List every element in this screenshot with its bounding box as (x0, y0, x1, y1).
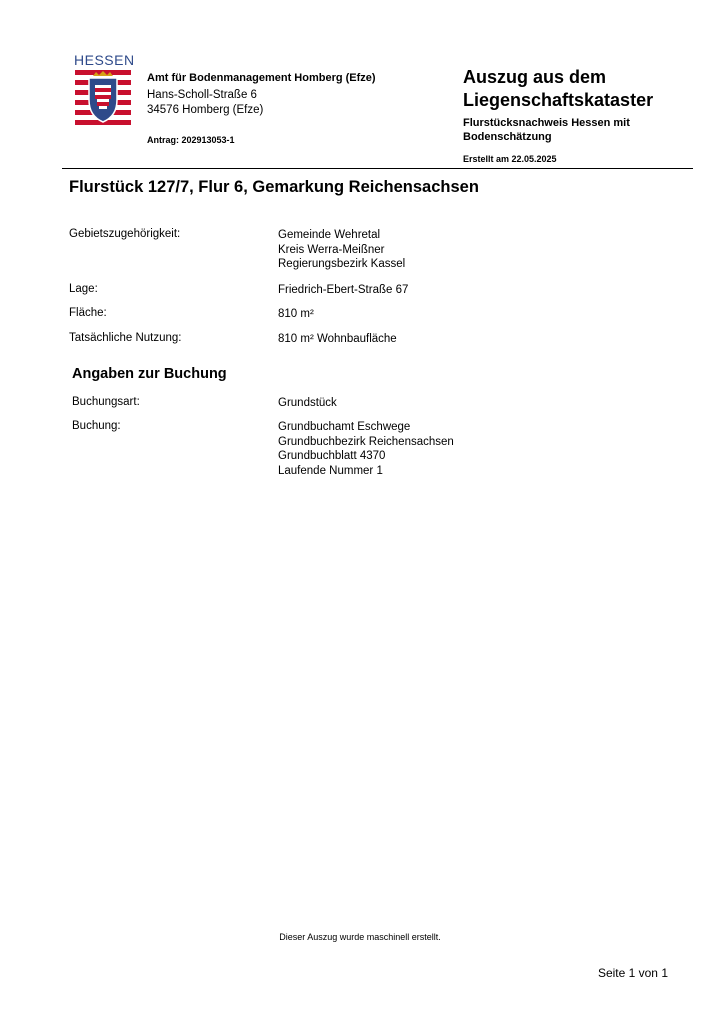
antrag-number: Antrag: 202913053-1 (147, 135, 235, 145)
document-subtitle-line1: Flurstücksnachweis Hessen mit (463, 117, 630, 129)
parcel-heading: Flurstück 127/7, Flur 6, Gemarkung Reichensachsen (69, 178, 479, 196)
territory-value: Gemeinde Wehretal (278, 229, 381, 241)
territory-label: Gebietszugehörigkeit: (69, 228, 181, 240)
office-name: Amt für Bodenmanagement Homberg (Efze) (147, 72, 376, 84)
area-label: Fläche: (69, 307, 107, 319)
booking-value: Grundbuchblatt 4370 (278, 450, 386, 462)
location-label: Lage: (69, 283, 98, 295)
logo-text: HESSEN (74, 52, 135, 68)
office-street: Hans-Scholl-Straße 6 (147, 89, 257, 101)
created-date: Erstellt am 22.05.2025 (463, 154, 557, 164)
document-subtitle-line2: Bodenschätzung (463, 131, 552, 143)
booking-type-label: Buchungsart: (72, 396, 140, 408)
territory-value: Kreis Werra-Meißner (278, 243, 385, 256)
usage-value: 810 m² Wohnbaufläche (278, 333, 397, 345)
document-title (463, 66, 653, 112)
booking-values (278, 420, 454, 478)
booking-value: Grundbuchbezirk Reichensachsen (278, 435, 454, 448)
booking-value: Laufende Nummer 1 (278, 464, 383, 477)
document-subtitle (463, 116, 630, 144)
document-title-line2: Liegenschaftskataster (463, 90, 654, 110)
territory-values (278, 228, 405, 272)
territory-value: Regierungsbezirk Kassel (278, 258, 406, 270)
location-value: Friedrich-Ebert-Straße 67 (278, 284, 409, 296)
area-value: 810 m² (278, 308, 314, 320)
header-divider (62, 168, 693, 169)
office-city: 34576 Homberg (Efze) (147, 104, 264, 116)
footer-note: Dieser Auszug wurde maschinell erstellt. (279, 932, 441, 942)
booking-value: Grundbuchamt Eschwege (278, 421, 411, 433)
document-title-line1: Auszug aus dem (463, 67, 607, 87)
page-number: Seite 1 von 1 (597, 966, 668, 980)
booking-heading: Angaben zur Buchung (72, 366, 227, 382)
usage-label: Tatsächliche Nutzung: (69, 332, 182, 344)
hessen-coat-of-arms-icon (75, 70, 131, 126)
booking-label: Buchung: (72, 420, 121, 432)
booking-type-value: Grundstück (278, 397, 337, 409)
